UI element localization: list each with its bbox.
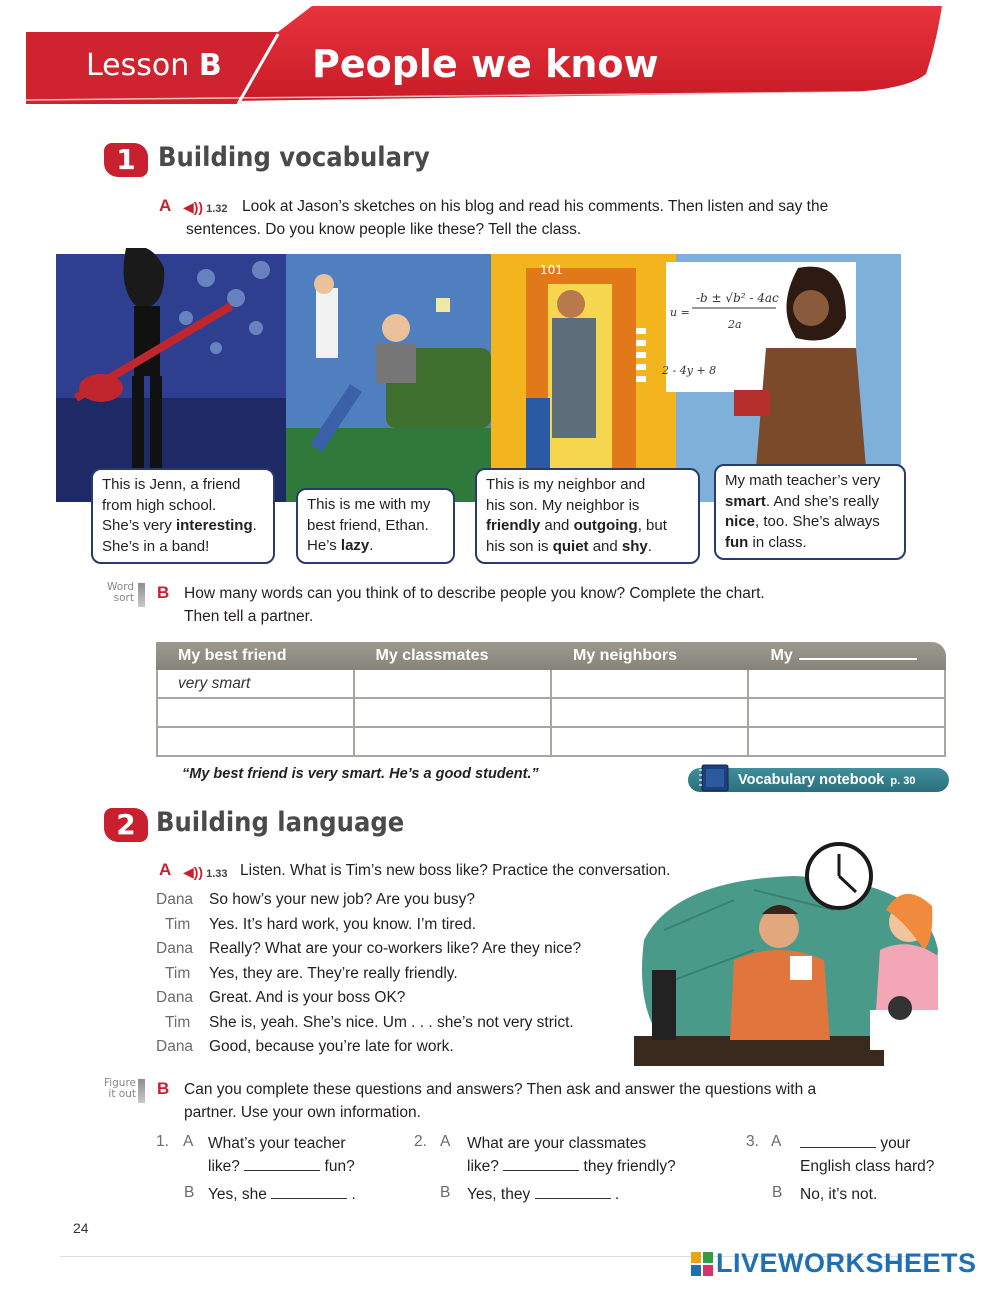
caption-neighbor: This is my neighbor and his son. My neighbor is friendly and outgoing, but his son is quiet and shy. [475, 468, 700, 564]
liveworksheets-logo-icon [691, 1252, 713, 1276]
chart-row [156, 699, 946, 728]
chart-header-classmates: My classmates [375, 647, 489, 664]
speaker-b-label: B [440, 1184, 451, 1201]
figure-it-out-bar [138, 1079, 145, 1103]
section-number-1: 1 [104, 143, 148, 177]
question-2-b: Yes, they . [467, 1186, 620, 1203]
board-math-line2: 2a [728, 318, 742, 331]
word-sort-tag: Word sort [107, 581, 134, 604]
chart-header [156, 642, 946, 670]
word-sort-chart [156, 642, 946, 757]
part-b-letter: B [157, 1079, 170, 1098]
dialogue-line: Dana Good, because you’re late for work. [156, 1038, 454, 1055]
part-b-instruction-line2: partner. Use your own information. [184, 1104, 421, 1121]
word-sort-bar [138, 583, 145, 607]
chart-cell[interactable] [550, 728, 747, 755]
part-a-letter: A [159, 196, 172, 215]
board-math-line1: -b ± √b² - 4ac [696, 291, 779, 305]
question-2-a: What are your classmates like? they friendly? [467, 1135, 676, 1175]
chart-header-my-blank[interactable]: My [749, 642, 947, 670]
dialogue-line: Dana Great. And is your boss OK? [156, 989, 406, 1006]
question-number: 3. [746, 1133, 759, 1150]
chart-cell[interactable] [747, 699, 946, 726]
speaker-a-label: A [440, 1133, 451, 1150]
section-title-language: Building language [156, 807, 405, 838]
figure-it-out-tag: Figure it out [103, 1077, 136, 1100]
dialogue-line: Tim Yes. It’s hard work, you know. I’m tired. [165, 915, 477, 933]
door-number: 101 [540, 263, 563, 277]
part-b-letter: B [157, 583, 170, 602]
chart-cell[interactable] [156, 728, 353, 755]
chart-cell[interactable] [550, 699, 747, 726]
board-math-prefix: u = [670, 306, 690, 319]
conversation [150, 891, 630, 1063]
lesson-label: Lesson B [86, 48, 222, 83]
chart-cell[interactable] [747, 728, 946, 755]
part-b-instruction-line2: Then tell a partner. [184, 608, 314, 625]
speaker-a-label: A [183, 1133, 194, 1150]
speaker-icon: ◀)) [183, 199, 204, 215]
caption-jenn: This is Jenn, a friend from high school. She’s very interesting. She’s in a band! [91, 468, 275, 564]
chart-cell[interactable] [747, 670, 946, 697]
dialogue-line: Tim Yes, they are. They’re really friendly. [165, 964, 458, 982]
question-number: 2. [414, 1133, 427, 1150]
dialogue-line: Tim She is, yeah. She’s nice. Um . . . she’s not very strict. [165, 1013, 574, 1031]
chart-cell[interactable] [353, 728, 550, 755]
answer-blank[interactable] [244, 1157, 320, 1171]
liveworksheets-brand[interactable]: LIVEWORKSHEETS [716, 1248, 977, 1278]
question-number: 1. [156, 1133, 169, 1150]
question-3-b: No, it’s not. [800, 1186, 878, 1203]
part-a-instruction: Listen. What is Tim’s new boss like? Practice the conversation. [240, 862, 671, 879]
speaker-a-label: A [771, 1133, 782, 1150]
section-number-2: 2 [104, 808, 148, 842]
speaker-b-label: B [772, 1184, 783, 1201]
question-1-a: What’s your teacher like? fun? [208, 1135, 355, 1175]
part-a-instruction-line2: sentences. Do you know people like these? Tell the class. [186, 221, 582, 238]
answer-blank[interactable] [503, 1157, 579, 1171]
answer-blank[interactable] [535, 1185, 611, 1199]
board-math-line3: 2 - 4y + 8 [662, 364, 717, 377]
section-title-vocabulary: Building vocabulary [158, 142, 430, 173]
chart-cell[interactable]: very smart [156, 670, 353, 697]
dialogue-line: Dana Really? What are your co-workers like? Are they nice? [156, 940, 582, 957]
notebook-icon [698, 763, 734, 793]
caption-ethan: This is me with my best friend, Ethan. He’s lazy. [296, 488, 455, 564]
part-b-instruction-line1: How many words can you think of to describe people you know? Complete the chart. [184, 585, 765, 602]
speaker-icon: ◀)) [183, 864, 204, 880]
coffee-shop-illustration [634, 840, 946, 1080]
part-a-letter: A [159, 860, 172, 879]
question-3-a: your English class hard? [800, 1135, 935, 1175]
chart-header-neighbors: My neighbors [573, 647, 678, 664]
audio-track-1-32[interactable]: ◀)) 1.32 [183, 199, 228, 215]
chart-row [156, 670, 946, 699]
audio-track-1-33[interactable]: ◀)) 1.33 [183, 864, 228, 880]
lesson-banner [26, 4, 946, 104]
part-a-instruction-line1: Look at Jason’s sketches on his blog and read his comments. Then listen and say the [242, 198, 829, 215]
caption-teacher: My math teacher’s very smart. And she’s really nice, too. She’s always fun in class. [714, 464, 906, 560]
chart-cell[interactable] [550, 670, 747, 697]
dialogue-line: Dana So how’s your new job? Are you busy? [156, 891, 475, 908]
vocabulary-notebook-link[interactable]: Vocabulary notebook p. 30 [688, 768, 949, 792]
chart-cell[interactable] [353, 670, 550, 697]
example-sentence: “My best friend is very smart. He’s a good student.” [182, 766, 539, 782]
my-blank-line [799, 646, 917, 660]
chart-cell[interactable] [156, 699, 353, 726]
answer-blank[interactable] [271, 1185, 347, 1199]
chart-header-best-friend: My best friend [178, 647, 287, 664]
speaker-b-label: B [184, 1184, 195, 1201]
page-title: People we know [312, 42, 659, 86]
chart-cell[interactable] [353, 699, 550, 726]
answer-blank[interactable] [800, 1134, 876, 1148]
blog-sketches-illustration [56, 248, 944, 568]
part-b-instruction-line1: Can you complete these questions and answers? Then ask and answer the questions with a [184, 1081, 817, 1098]
page-number: 24 [73, 1220, 89, 1236]
question-1-b: Yes, she . [208, 1186, 356, 1203]
chart-row [156, 728, 946, 757]
